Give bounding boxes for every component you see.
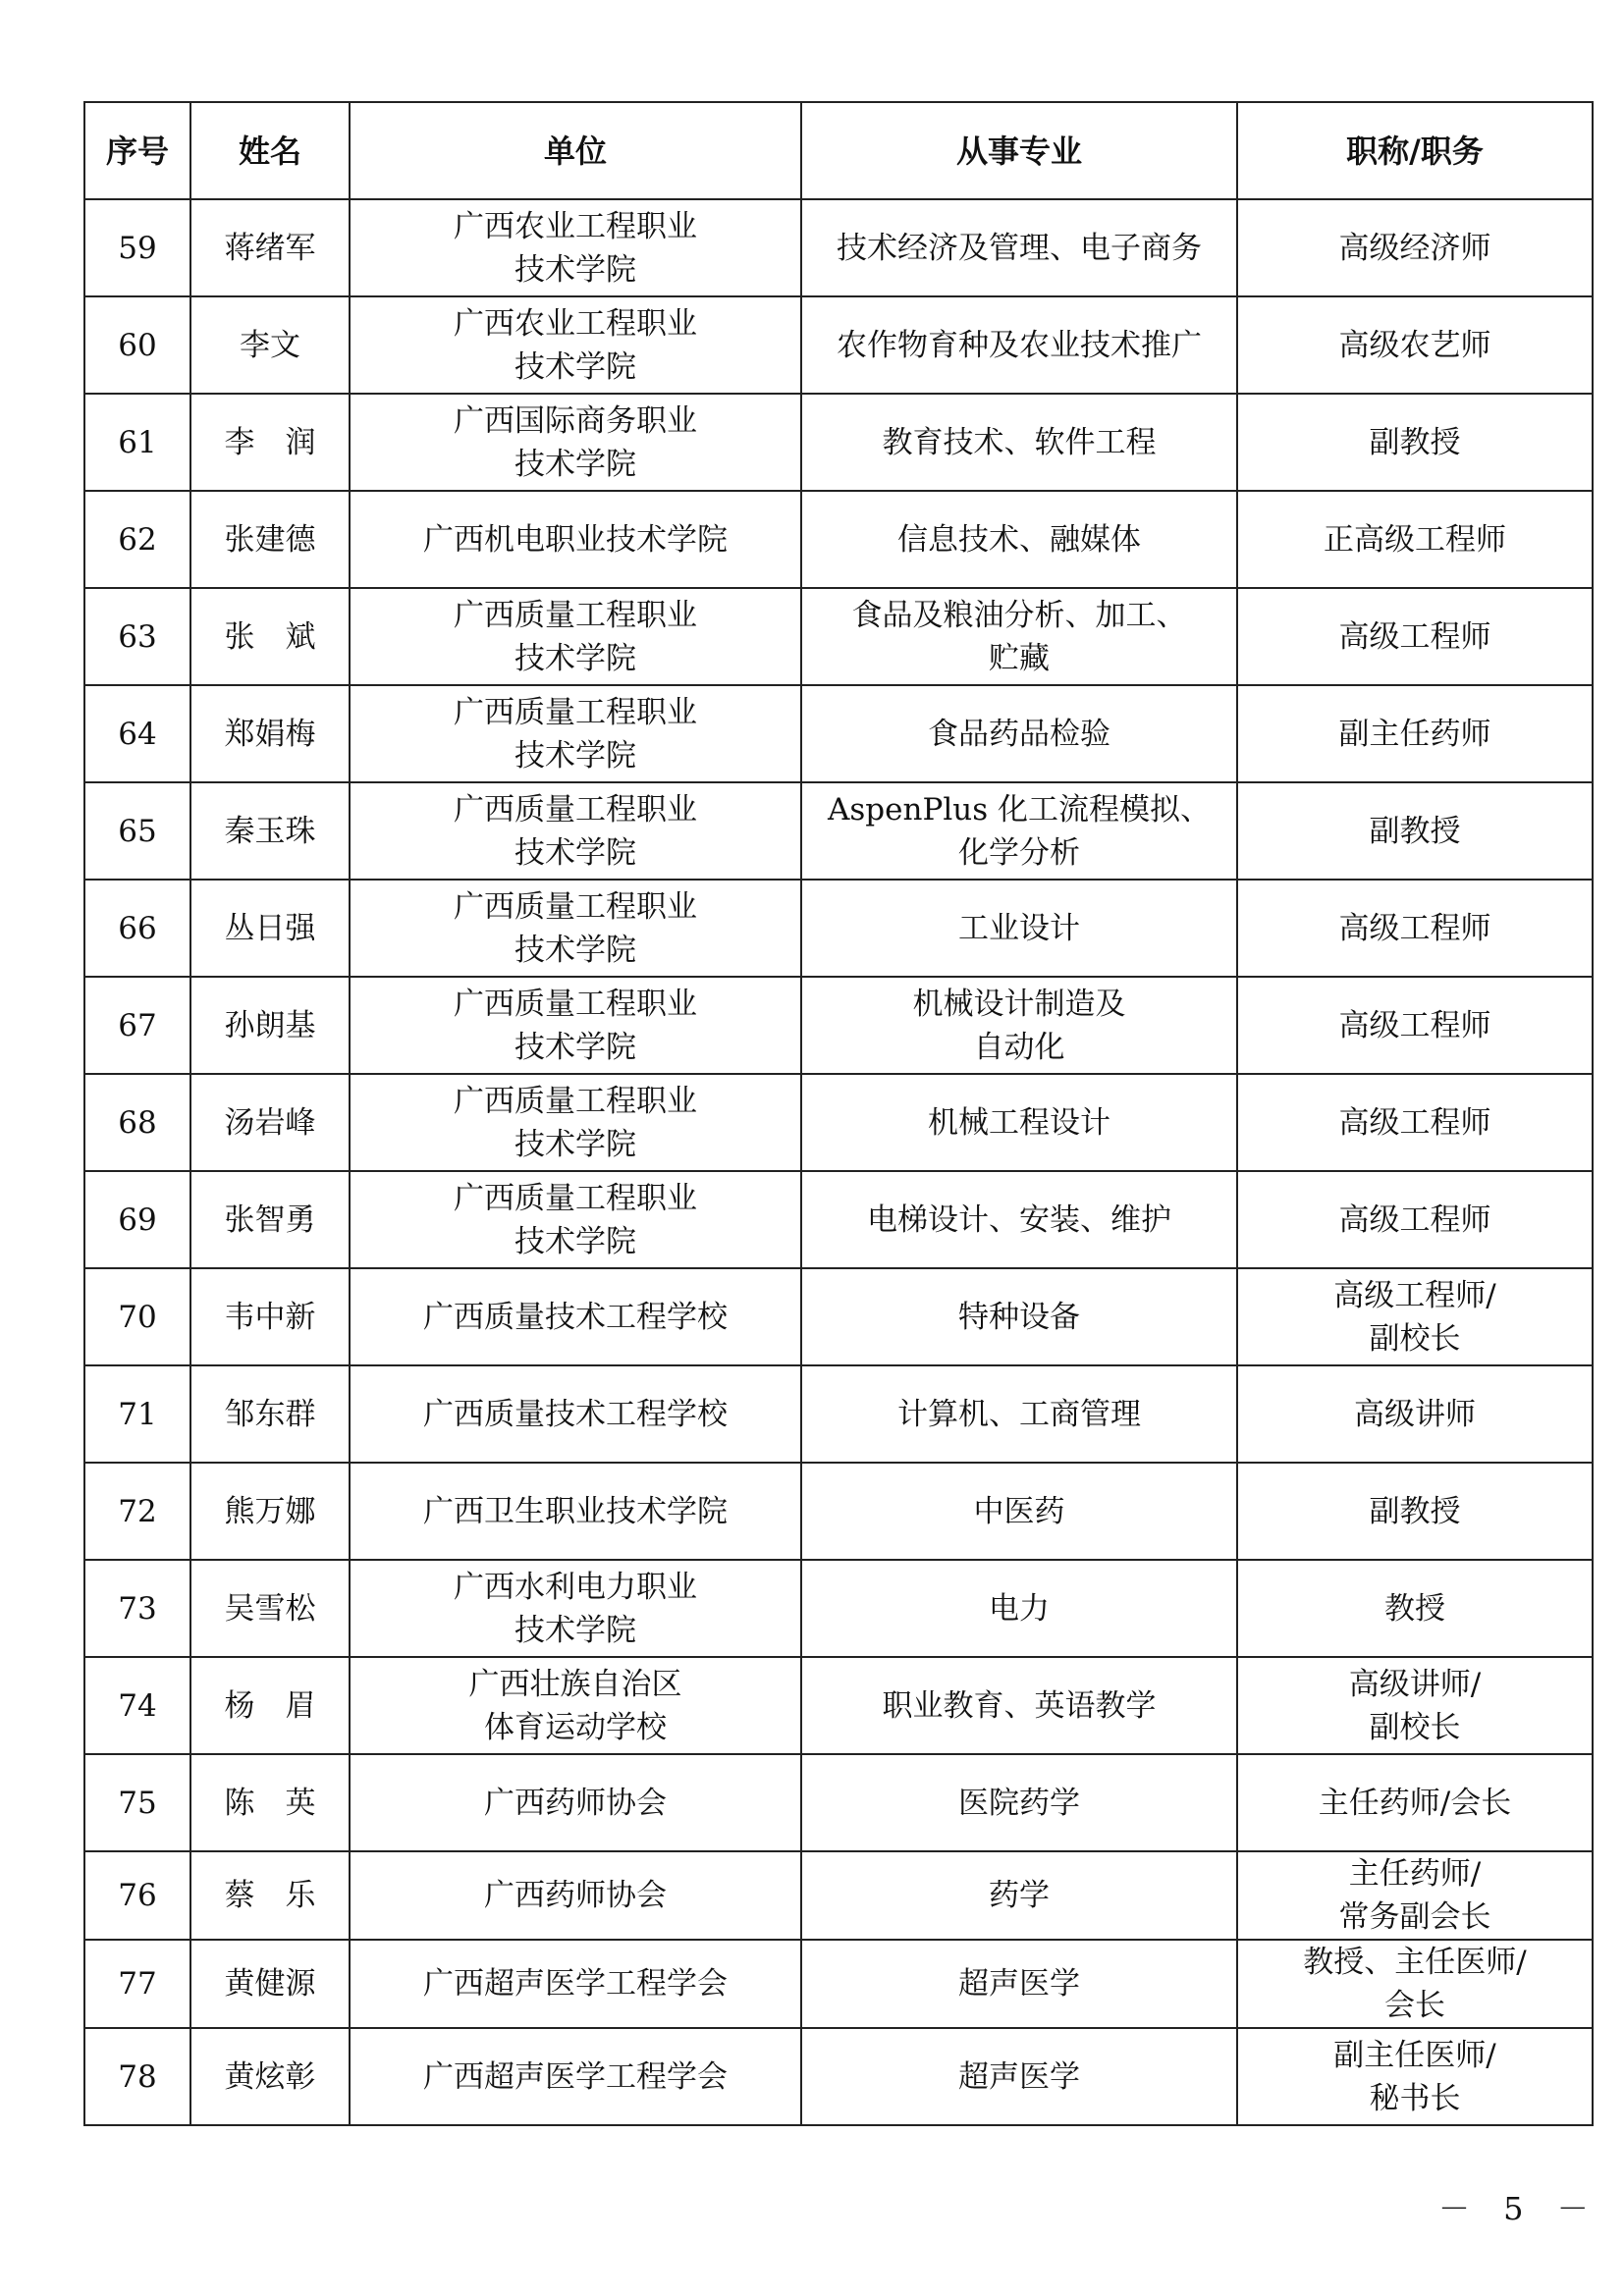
cell-name: 张 斌 [190, 588, 350, 685]
cell-name: 黄健源 [190, 1940, 350, 2028]
cell-title: 教授、主任医师/ 会长 [1237, 1940, 1593, 2028]
cell-title: 副教授 [1237, 394, 1593, 491]
header-title: 职称/职务 [1237, 102, 1593, 199]
table-row [84, 1754, 1593, 1851]
cell-no: 65 [84, 782, 190, 880]
expert-roster-table [83, 101, 1594, 2126]
cell-name: 蒋绪军 [190, 199, 350, 296]
cell-major: 超声医学 [801, 1940, 1237, 2028]
cell-major: 电力 [801, 1560, 1237, 1657]
cell-no: 70 [84, 1268, 190, 1365]
cell-major: 食品药品检验 [801, 685, 1237, 782]
cell-unit: 广西水利电力职业 技术学院 [350, 1560, 801, 1657]
cell-name: 秦玉珠 [190, 782, 350, 880]
cell-no: 75 [84, 1754, 190, 1851]
cell-major: 信息技术、融媒体 [801, 491, 1237, 588]
header-major: 从事专业 [801, 102, 1237, 199]
table-row [84, 2028, 1593, 2125]
table-row [84, 588, 1593, 685]
cell-unit: 广西卫生职业技术学院 [350, 1463, 801, 1560]
cell-major: 农作物育种及农业技术推广 [801, 296, 1237, 394]
cell-no: 67 [84, 977, 190, 1074]
table-row [84, 1940, 1593, 2028]
table-row [84, 1268, 1593, 1365]
cell-major: 医院药学 [801, 1754, 1237, 1851]
table-row [84, 1074, 1593, 1171]
cell-title: 高级工程师 [1237, 1171, 1593, 1268]
cell-major: 计算机、工商管理 [801, 1365, 1237, 1463]
cell-name: 郑娟梅 [190, 685, 350, 782]
cell-unit: 广西农业工程职业 技术学院 [350, 199, 801, 296]
cell-title: 高级农艺师 [1237, 296, 1593, 394]
cell-no: 66 [84, 880, 190, 977]
cell-no: 60 [84, 296, 190, 394]
cell-title: 主任药师/会长 [1237, 1754, 1593, 1851]
cell-no: 73 [84, 1560, 190, 1657]
cell-name: 邹东群 [190, 1365, 350, 1463]
cell-no: 63 [84, 588, 190, 685]
table-row [84, 199, 1593, 296]
cell-title: 教授 [1237, 1560, 1593, 1657]
cell-major: 电梯设计、安装、维护 [801, 1171, 1237, 1268]
cell-title: 高级讲师 [1237, 1365, 1593, 1463]
cell-title: 副教授 [1237, 782, 1593, 880]
cell-no: 71 [84, 1365, 190, 1463]
cell-title: 高级工程师 [1237, 880, 1593, 977]
cell-title: 高级工程师 [1237, 1074, 1593, 1171]
cell-title: 副教授 [1237, 1463, 1593, 1560]
cell-name: 张建德 [190, 491, 350, 588]
cell-major: 工业设计 [801, 880, 1237, 977]
cell-unit: 广西质量技术工程学校 [350, 1268, 801, 1365]
cell-major: 特种设备 [801, 1268, 1237, 1365]
cell-unit: 广西机电职业技术学院 [350, 491, 801, 588]
cell-unit: 广西超声医学工程学会 [350, 2028, 801, 2125]
table-row [84, 1171, 1593, 1268]
cell-no: 69 [84, 1171, 190, 1268]
table-row [84, 1851, 1593, 1940]
table-row [84, 394, 1593, 491]
cell-unit: 广西质量技术工程学校 [350, 1365, 801, 1463]
cell-unit: 广西质量工程职业 技术学院 [350, 685, 801, 782]
cell-name: 蔡 乐 [190, 1851, 350, 1940]
cell-major: 药学 [801, 1851, 1237, 1940]
cell-name: 丛日强 [190, 880, 350, 977]
table-row [84, 1657, 1593, 1754]
cell-name: 杨 眉 [190, 1657, 350, 1754]
table-row [84, 1365, 1593, 1463]
cell-name: 李 润 [190, 394, 350, 491]
header-name: 姓名 [190, 102, 350, 199]
table-row [84, 685, 1593, 782]
cell-title: 高级工程师/ 副校长 [1237, 1268, 1593, 1365]
cell-major: 食品及粮油分析、加工、 贮藏 [801, 588, 1237, 685]
cell-unit: 广西药师协会 [350, 1754, 801, 1851]
cell-title: 副主任医师/ 秘书长 [1237, 2028, 1593, 2125]
cell-major: 机械设计制造及 自动化 [801, 977, 1237, 1074]
cell-major: 职业教育、英语教学 [801, 1657, 1237, 1754]
cell-unit: 广西质量工程职业 技术学院 [350, 880, 801, 977]
cell-name: 韦中新 [190, 1268, 350, 1365]
cell-no: 64 [84, 685, 190, 782]
header-unit: 单位 [350, 102, 801, 199]
cell-unit: 广西壮族自治区 体育运动学校 [350, 1657, 801, 1754]
cell-unit: 广西质量工程职业 技术学院 [350, 782, 801, 880]
cell-no: 62 [84, 491, 190, 588]
cell-title: 高级讲师/ 副校长 [1237, 1657, 1593, 1754]
cell-unit: 广西质量工程职业 技术学院 [350, 588, 801, 685]
table-row [84, 782, 1593, 880]
cell-title: 高级工程师 [1237, 977, 1593, 1074]
cell-name: 汤岩峰 [190, 1074, 350, 1171]
header-no: 序号 [84, 102, 190, 199]
cell-name: 黄炫彰 [190, 2028, 350, 2125]
cell-unit: 广西质量工程职业 技术学院 [350, 1171, 801, 1268]
table-row [84, 977, 1593, 1074]
cell-unit: 广西质量工程职业 技术学院 [350, 977, 801, 1074]
cell-unit: 广西质量工程职业 技术学院 [350, 1074, 801, 1171]
cell-name: 陈 英 [190, 1754, 350, 1851]
cell-unit: 广西农业工程职业 技术学院 [350, 296, 801, 394]
cell-unit: 广西国际商务职业 技术学院 [350, 394, 801, 491]
cell-no: 76 [84, 1851, 190, 1940]
table-row [84, 1463, 1593, 1560]
cell-name: 张智勇 [190, 1171, 350, 1268]
cell-no: 77 [84, 1940, 190, 2028]
table-row [84, 491, 1593, 588]
cell-title: 高级工程师 [1237, 588, 1593, 685]
cell-name: 吴雪松 [190, 1560, 350, 1657]
cell-major: AspenPlus 化工流程模拟、 化学分析 [801, 782, 1237, 880]
table-row [84, 880, 1593, 977]
cell-major: 机械工程设计 [801, 1074, 1237, 1171]
table-row [84, 1560, 1593, 1657]
cell-no: 59 [84, 199, 190, 296]
cell-major: 超声医学 [801, 2028, 1237, 2125]
cell-no: 78 [84, 2028, 190, 2125]
cell-no: 68 [84, 1074, 190, 1171]
cell-major: 技术经济及管理、电子商务 [801, 199, 1237, 296]
cell-no: 72 [84, 1463, 190, 1560]
cell-name: 孙朗基 [190, 977, 350, 1074]
page-number: － 5 － [1438, 2190, 1600, 2227]
cell-no: 74 [84, 1657, 190, 1754]
table-row [84, 296, 1593, 394]
cell-name: 李文 [190, 296, 350, 394]
header-row [84, 102, 1593, 199]
cell-unit: 广西超声医学工程学会 [350, 1940, 801, 2028]
cell-title: 副主任药师 [1237, 685, 1593, 782]
cell-title: 正高级工程师 [1237, 491, 1593, 588]
cell-major: 教育技术、软件工程 [801, 394, 1237, 491]
cell-title: 主任药师/ 常务副会长 [1237, 1851, 1593, 1940]
cell-no: 61 [84, 394, 190, 491]
table-body [84, 199, 1593, 2125]
cell-major: 中医药 [801, 1463, 1237, 1560]
cell-unit: 广西药师协会 [350, 1851, 801, 1940]
cell-name: 熊万娜 [190, 1463, 350, 1560]
cell-title: 高级经济师 [1237, 199, 1593, 296]
